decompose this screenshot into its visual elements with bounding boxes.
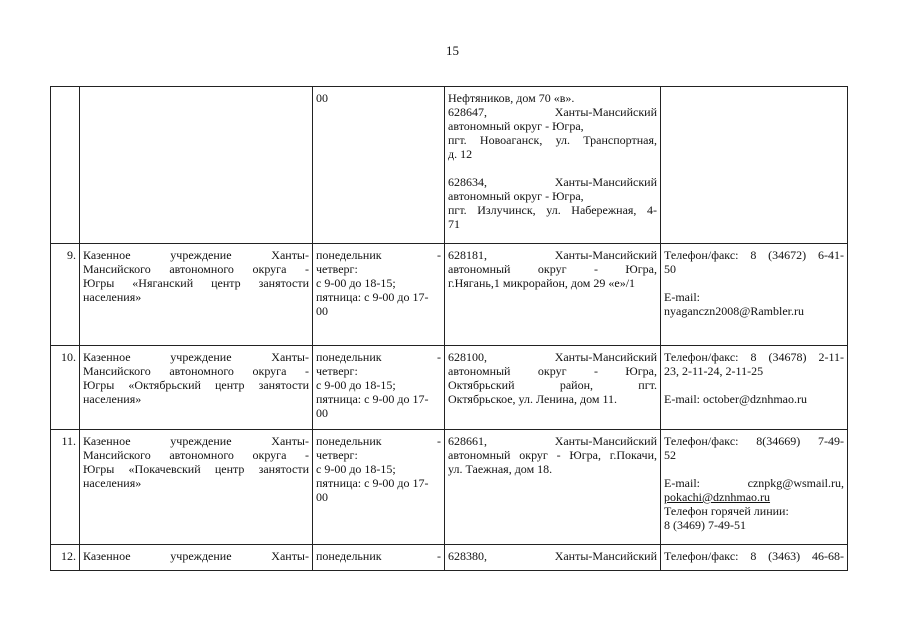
address-cell xyxy=(445,87,661,244)
address-line: ул. Таежная, дом 18. xyxy=(448,462,553,476)
row-number-cell xyxy=(51,346,80,430)
table-row xyxy=(51,545,848,571)
address-line: 628100, Ханты-Мансийский xyxy=(448,350,657,364)
working-hours-cell xyxy=(313,87,445,244)
address-line: Октябрьское, ул. Ленина, дом 11. xyxy=(448,392,618,406)
row-number-cell xyxy=(51,430,80,545)
address-line: 71 xyxy=(448,217,460,231)
table-body xyxy=(51,87,848,571)
address-line: автономный округ - Югра, г.Покачи, xyxy=(448,448,657,462)
contact-line: Телефон/факс: 8 (34678) 2-11- xyxy=(664,350,844,364)
hours-line: с 9-00 до 18-15; xyxy=(316,462,396,476)
hours-line: с 9-00 до 18-15; xyxy=(316,378,396,392)
address-line: пгт. Новоаганск, ул. Транспортная, xyxy=(448,133,657,147)
address-line xyxy=(448,161,657,175)
organization-line: Югры «Няганский центр занятости xyxy=(83,276,309,290)
hours-line: четверг: xyxy=(316,364,358,378)
contact-line: 50 xyxy=(664,262,676,276)
organization-cell xyxy=(80,244,313,346)
contact-line xyxy=(664,276,844,290)
organization-cell xyxy=(80,430,313,545)
contact-line: Телефон/факс: 8 (34672) 6-41- xyxy=(664,248,844,262)
working-hours-cell xyxy=(313,430,445,545)
address-cell xyxy=(445,244,661,346)
address-line: пгт. Излучинск, ул. Набережная, 4- xyxy=(448,203,657,217)
organization-line: Казенное учреждение Ханты- xyxy=(83,350,309,364)
hours-line: 00 xyxy=(316,406,328,420)
address-line: 628647, Ханты-Мансийский xyxy=(448,105,657,119)
row-number-cell xyxy=(51,87,80,244)
working-hours-cell xyxy=(313,545,445,571)
address-line: Нефтяников, дом 70 «в». xyxy=(448,91,575,105)
organization-line: Югры «Октябрьский центр занятости xyxy=(83,378,309,392)
email-line: E-mail: cznpkg@wsmail.ru, xyxy=(664,476,844,490)
organization-line: Мансийского автономного округа - xyxy=(83,262,309,276)
address-line: автономный округ - Югра, xyxy=(448,262,657,276)
hours-line: с 9-00 до 18-15; xyxy=(316,276,396,290)
organization-line: Казенное учреждение Ханты- xyxy=(83,434,309,448)
organization-line: Мансийского автономного округа - xyxy=(83,364,309,378)
address-line: автономный округ - Югра, xyxy=(448,119,584,133)
hours-line: понедельник - xyxy=(316,350,441,364)
row-number: 10. xyxy=(61,350,76,364)
row-number-cell xyxy=(51,244,80,346)
hours-line: 00 xyxy=(316,91,328,105)
address-line: Октябрьский район, пгт. xyxy=(448,378,657,392)
hours-line: четверг: xyxy=(316,262,358,276)
contact-line: 52 xyxy=(664,448,676,462)
hours-line: пятница: с 9-00 до 17- xyxy=(316,392,429,406)
organization-line: населения» xyxy=(83,476,142,490)
address-cell xyxy=(445,545,661,571)
hours-line: 00 xyxy=(316,304,328,318)
address-cell xyxy=(445,430,661,545)
employment-centers-table xyxy=(50,86,848,571)
hours-line: четверг: xyxy=(316,448,358,462)
contacts-cell xyxy=(661,87,848,244)
hours-line: понедельник - xyxy=(316,549,441,563)
address-line: 628634, Ханты-Мансийский xyxy=(448,175,657,189)
hours-line: пятница: с 9-00 до 17- xyxy=(316,476,429,490)
address-line: автономный округ - Югра, xyxy=(448,189,584,203)
address-line: г.Нягань,1 микрорайон, дом 29 «е»/1 xyxy=(448,276,636,290)
organization-line: населения» xyxy=(83,392,142,406)
contact-line: 23, 2-11-24, 2-11-25 xyxy=(664,364,764,378)
contact-line: Телефон/факс: 8(34669) 7-49- xyxy=(664,434,844,448)
contacts-cell xyxy=(661,545,848,571)
hours-line: понедельник - xyxy=(316,434,441,448)
hours-line: понедельник - xyxy=(316,248,441,262)
contact-line xyxy=(664,462,844,476)
contacts-cell xyxy=(661,244,848,346)
organization-line: Казенное учреждение Ханты- xyxy=(83,549,309,563)
email-line: nyaganczn2008@Rambler.ru xyxy=(664,304,805,318)
row-number: 9. xyxy=(67,248,76,262)
email-line: pokachi@dznhmao.ru xyxy=(664,490,771,504)
organization-cell xyxy=(80,346,313,430)
table-row xyxy=(51,430,848,545)
address-line: 628181, Ханты-Мансийский xyxy=(448,248,657,262)
organization-cell xyxy=(80,87,313,244)
organization-line: Казенное учреждение Ханты- xyxy=(83,248,309,262)
address-line: д. 12 xyxy=(448,147,473,161)
contact-line xyxy=(664,378,844,392)
address-line: 628380, Ханты-Мансийский xyxy=(448,549,657,563)
page-number: 15 xyxy=(446,43,459,58)
hours-line: пятница: с 9-00 до 17- xyxy=(316,290,429,304)
organization-line: населения» xyxy=(83,290,142,304)
working-hours-cell xyxy=(313,244,445,346)
organization-line: Мансийского автономного округа - xyxy=(83,448,309,462)
contact-line: E-mail: xyxy=(664,290,700,304)
contacts-cell xyxy=(661,346,848,430)
table-row xyxy=(51,87,848,244)
organization-line: Югры «Покачевский центр занятости xyxy=(83,462,309,476)
contact-line: Телефон/факс: 8 (3463) 46-68- xyxy=(664,549,844,563)
contact-line: 8 (3469) 7-49-51 xyxy=(664,518,746,532)
working-hours-cell xyxy=(313,346,445,430)
organization-cell xyxy=(80,545,313,571)
contact-line: Телефон горячей линии: xyxy=(664,504,789,518)
hours-line: 00 xyxy=(316,490,328,504)
address-cell xyxy=(445,346,661,430)
row-number: 11. xyxy=(61,434,76,448)
address-line: автономный округ - Югра, xyxy=(448,364,657,378)
email-line: E-mail: october@dznhmao.ru xyxy=(664,392,808,406)
table-row xyxy=(51,346,848,430)
row-number: 12. xyxy=(61,549,76,563)
contacts-cell xyxy=(661,430,848,545)
table-row xyxy=(51,244,848,346)
row-number-cell xyxy=(51,545,80,571)
address-line: 628661, Ханты-Мансийский xyxy=(448,434,657,448)
